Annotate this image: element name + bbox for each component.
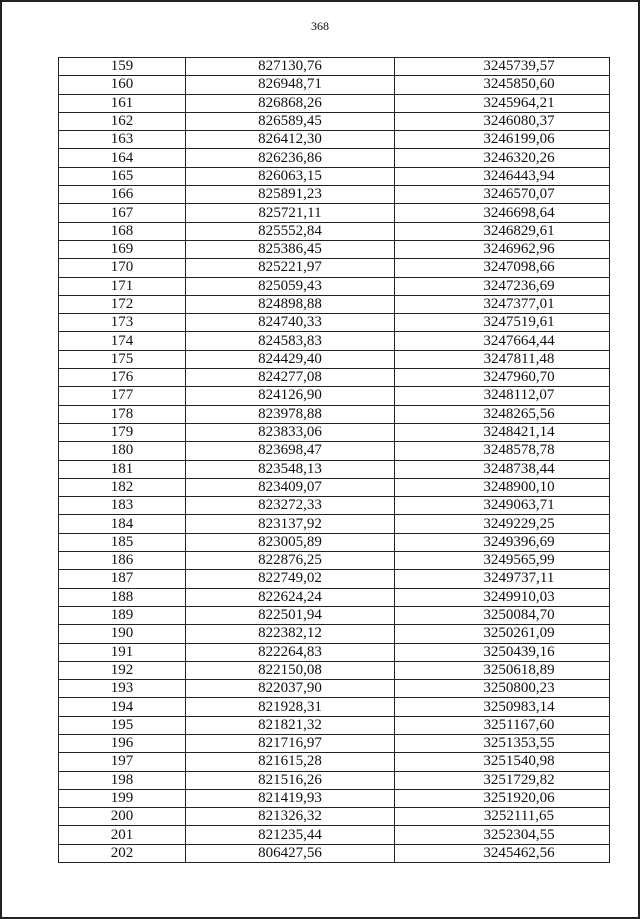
table-row (59, 698, 610, 716)
y-coordinate-cell (395, 112, 610, 130)
table-row (59, 295, 610, 313)
y-coordinate-value: 3247236,69 (483, 277, 555, 294)
point-number-cell: 188 (59, 588, 186, 606)
y-coordinate-value: 3245462,56 (483, 844, 555, 861)
y-coordinate-value: 3250800,23 (483, 680, 555, 697)
x-coordinate-cell: 824583,83 (186, 332, 395, 350)
y-coordinate-value: 3246080,37 (483, 113, 555, 130)
x-coordinate-cell: 823978,88 (186, 405, 395, 423)
y-coordinate-cell (395, 734, 610, 752)
table-row (59, 552, 610, 570)
y-coordinate-value: 3248421,14 (483, 424, 555, 441)
point-number-cell: 169 (59, 240, 186, 258)
y-coordinate-cell (395, 570, 610, 588)
y-coordinate-value: 3249396,69 (483, 533, 555, 550)
point-number-cell: 172 (59, 295, 186, 313)
table-row (59, 350, 610, 368)
y-coordinate-value: 3246962,96 (483, 241, 555, 258)
table-row (59, 442, 610, 460)
table-row (59, 186, 610, 204)
point-number-cell: 175 (59, 350, 186, 368)
x-coordinate-cell: 821419,93 (186, 789, 395, 807)
y-coordinate-value: 3247664,44 (483, 332, 555, 349)
y-coordinate-value: 3248265,56 (483, 405, 555, 422)
x-coordinate-cell: 826948,71 (186, 76, 395, 94)
x-coordinate-cell: 825891,23 (186, 186, 395, 204)
point-number-cell: 166 (59, 186, 186, 204)
y-coordinate-value: 3245964,21 (483, 94, 555, 111)
y-coordinate-cell (395, 405, 610, 423)
coordinates-table (58, 57, 610, 863)
table-row (59, 716, 610, 734)
y-coordinate-cell (395, 588, 610, 606)
y-coordinate-cell (395, 460, 610, 478)
y-coordinate-value: 3252111,65 (483, 808, 555, 825)
table-row (59, 753, 610, 771)
y-coordinate-cell (395, 826, 610, 844)
y-coordinate-cell (395, 753, 610, 771)
table-row (59, 826, 610, 844)
y-coordinate-value: 3250983,14 (483, 698, 555, 715)
y-coordinate-cell (395, 552, 610, 570)
x-coordinate-cell: 824429,40 (186, 350, 395, 368)
point-number-cell: 195 (59, 716, 186, 734)
point-number-cell: 202 (59, 844, 186, 862)
point-number-cell: 174 (59, 332, 186, 350)
y-coordinate-cell (395, 204, 610, 222)
y-coordinate-cell (395, 240, 610, 258)
x-coordinate-cell: 823137,92 (186, 515, 395, 533)
x-coordinate-cell: 827130,76 (186, 58, 395, 76)
table-row (59, 588, 610, 606)
point-number-cell: 163 (59, 131, 186, 149)
point-number-cell: 197 (59, 753, 186, 771)
table-row (59, 808, 610, 826)
y-coordinate-cell (395, 186, 610, 204)
y-coordinate-value: 3250261,09 (483, 625, 555, 642)
table-row (59, 423, 610, 441)
point-number-cell: 179 (59, 423, 186, 441)
point-number-cell: 173 (59, 314, 186, 332)
table-row (59, 259, 610, 277)
y-coordinate-value: 3248112,07 (483, 387, 555, 404)
y-coordinate-cell (395, 606, 610, 624)
x-coordinate-cell: 822624,24 (186, 588, 395, 606)
point-number-cell: 186 (59, 552, 186, 570)
y-coordinate-cell (395, 369, 610, 387)
table-row (59, 167, 610, 185)
table-row (59, 222, 610, 240)
y-coordinate-value: 3247960,70 (483, 369, 555, 386)
y-coordinate-value: 3249229,25 (483, 515, 555, 532)
y-coordinate-value: 3248578,78 (483, 442, 555, 459)
y-coordinate-value: 3246570,07 (483, 186, 555, 203)
table-row (59, 789, 610, 807)
y-coordinate-cell (395, 131, 610, 149)
point-number-cell: 176 (59, 369, 186, 387)
y-coordinate-cell (395, 515, 610, 533)
y-coordinate-value: 3246443,94 (483, 167, 555, 184)
y-coordinate-value: 3247098,66 (483, 259, 555, 276)
y-coordinate-cell (395, 350, 610, 368)
y-coordinate-cell (395, 625, 610, 643)
table-row (59, 606, 610, 624)
point-number-cell: 164 (59, 149, 186, 167)
point-number-cell: 165 (59, 167, 186, 185)
y-coordinate-value: 3245850,60 (483, 76, 555, 93)
y-coordinate-cell (395, 423, 610, 441)
point-number-cell: 187 (59, 570, 186, 588)
table-row (59, 277, 610, 295)
point-number-cell: 190 (59, 625, 186, 643)
table-row (59, 771, 610, 789)
x-coordinate-cell: 826236,86 (186, 149, 395, 167)
point-number-cell: 201 (59, 826, 186, 844)
table-row (59, 460, 610, 478)
table-row (59, 533, 610, 551)
x-coordinate-cell: 826868,26 (186, 94, 395, 112)
y-coordinate-value: 3245739,57 (483, 58, 555, 75)
table-row (59, 112, 610, 130)
table-row (59, 76, 610, 94)
y-coordinate-cell (395, 222, 610, 240)
x-coordinate-cell: 825386,45 (186, 240, 395, 258)
table-row (59, 844, 610, 862)
y-coordinate-value: 3247811,48 (483, 350, 555, 367)
point-number-cell: 177 (59, 387, 186, 405)
y-coordinate-cell (395, 771, 610, 789)
y-coordinate-value: 3251167,60 (483, 716, 555, 733)
y-coordinate-cell (395, 332, 610, 350)
y-coordinate-value: 3246698,64 (483, 204, 555, 221)
point-number-cell: 171 (59, 277, 186, 295)
table-row (59, 497, 610, 515)
x-coordinate-cell: 825221,97 (186, 259, 395, 277)
point-number-cell: 160 (59, 76, 186, 94)
x-coordinate-cell: 825552,84 (186, 222, 395, 240)
x-coordinate-cell: 822150,08 (186, 661, 395, 679)
point-number-cell: 180 (59, 442, 186, 460)
point-number-cell: 185 (59, 533, 186, 551)
table-row (59, 131, 610, 149)
x-coordinate-cell: 823833,06 (186, 423, 395, 441)
y-coordinate-value: 3250084,70 (483, 607, 555, 624)
x-coordinate-cell: 826412,30 (186, 131, 395, 149)
y-coordinate-cell (395, 277, 610, 295)
y-coordinate-cell (395, 58, 610, 76)
x-coordinate-cell: 823548,13 (186, 460, 395, 478)
y-coordinate-value: 3249910,03 (483, 588, 555, 605)
point-number-cell: 193 (59, 680, 186, 698)
table-row (59, 478, 610, 496)
y-coordinate-cell (395, 314, 610, 332)
y-coordinate-cell (395, 94, 610, 112)
y-coordinate-value: 3251729,82 (483, 771, 555, 788)
y-coordinate-value: 3247377,01 (483, 296, 555, 312)
x-coordinate-cell: 822382,12 (186, 625, 395, 643)
point-number-cell: 199 (59, 789, 186, 807)
page-number: 368 (311, 19, 329, 33)
point-number-cell: 191 (59, 643, 186, 661)
y-coordinate-value: 3247519,61 (483, 314, 555, 331)
y-coordinate-value: 3250618,89 (483, 661, 555, 678)
x-coordinate-cell: 823005,89 (186, 533, 395, 551)
table-row (59, 94, 610, 112)
point-number-cell: 170 (59, 259, 186, 277)
y-coordinate-value: 3248900,10 (483, 478, 555, 495)
y-coordinate-cell (395, 387, 610, 405)
y-coordinate-cell (395, 716, 610, 734)
y-coordinate-value: 3246199,06 (483, 131, 555, 148)
x-coordinate-cell: 824898,88 (186, 295, 395, 313)
x-coordinate-cell: 821716,97 (186, 734, 395, 752)
x-coordinate-cell: 822501,94 (186, 606, 395, 624)
point-number-cell: 162 (59, 112, 186, 130)
x-coordinate-cell: 825721,11 (186, 204, 395, 222)
y-coordinate-cell (395, 808, 610, 826)
x-coordinate-cell: 824740,33 (186, 314, 395, 332)
point-number-cell: 196 (59, 734, 186, 752)
table-row (59, 204, 610, 222)
y-coordinate-value: 3246320,26 (483, 149, 555, 166)
x-coordinate-cell: 822749,02 (186, 570, 395, 588)
table-row (59, 240, 610, 258)
y-coordinate-cell (395, 643, 610, 661)
point-number-cell: 200 (59, 808, 186, 826)
y-coordinate-value: 3252304,55 (483, 826, 555, 843)
point-number-cell: 184 (59, 515, 186, 533)
point-number-cell: 194 (59, 698, 186, 716)
point-number-cell: 167 (59, 204, 186, 222)
y-coordinate-cell (395, 295, 610, 313)
x-coordinate-cell: 821235,44 (186, 826, 395, 844)
x-coordinate-cell: 821326,32 (186, 808, 395, 826)
point-number-cell: 161 (59, 94, 186, 112)
y-coordinate-value: 3246829,61 (483, 222, 555, 239)
point-number-cell: 183 (59, 497, 186, 515)
point-number-cell: 198 (59, 771, 186, 789)
y-coordinate-value: 3251353,55 (483, 735, 555, 752)
y-coordinate-value: 3250439,16 (483, 643, 555, 660)
table-row (59, 369, 610, 387)
table-row (59, 734, 610, 752)
x-coordinate-cell: 824277,08 (186, 369, 395, 387)
x-coordinate-cell: 825059,43 (186, 277, 395, 295)
y-coordinate-cell (395, 167, 610, 185)
x-coordinate-cell: 806427,56 (186, 844, 395, 862)
point-number-cell: 182 (59, 478, 186, 496)
y-coordinate-cell (395, 259, 610, 277)
y-coordinate-cell (395, 844, 610, 862)
x-coordinate-cell: 826063,15 (186, 167, 395, 185)
point-number-cell: 168 (59, 222, 186, 240)
y-coordinate-cell (395, 789, 610, 807)
x-coordinate-cell: 821615,28 (186, 753, 395, 771)
table-row (59, 625, 610, 643)
y-coordinate-value: 3249737,11 (483, 570, 555, 587)
table-row (59, 405, 610, 423)
y-coordinate-value: 3251920,06 (483, 790, 555, 807)
table-row (59, 387, 610, 405)
x-coordinate-cell: 823409,07 (186, 478, 395, 496)
y-coordinate-cell (395, 497, 610, 515)
y-coordinate-cell (395, 533, 610, 551)
point-number-cell: 159 (59, 58, 186, 76)
x-coordinate-cell: 821821,32 (186, 716, 395, 734)
coordinates-table-body (59, 58, 610, 863)
y-coordinate-value: 3249565,99 (483, 552, 555, 569)
y-coordinate-cell (395, 149, 610, 167)
point-number-cell: 181 (59, 460, 186, 478)
x-coordinate-cell: 821928,31 (186, 698, 395, 716)
y-coordinate-cell (395, 76, 610, 94)
table-row (59, 661, 610, 679)
table-row (59, 58, 610, 76)
table-row (59, 515, 610, 533)
table-row (59, 332, 610, 350)
y-coordinate-cell (395, 661, 610, 679)
x-coordinate-cell: 821516,26 (186, 771, 395, 789)
table-row (59, 570, 610, 588)
point-number-cell: 178 (59, 405, 186, 423)
y-coordinate-value: 3249063,71 (483, 497, 555, 514)
x-coordinate-cell: 822037,90 (186, 680, 395, 698)
x-coordinate-cell: 823698,47 (186, 442, 395, 460)
table-row (59, 314, 610, 332)
point-number-cell: 192 (59, 661, 186, 679)
table-row (59, 643, 610, 661)
y-coordinate-cell (395, 698, 610, 716)
table-row (59, 149, 610, 167)
point-number-cell: 189 (59, 606, 186, 624)
x-coordinate-cell: 822264,83 (186, 643, 395, 661)
y-coordinate-cell (395, 478, 610, 496)
x-coordinate-cell: 822876,25 (186, 552, 395, 570)
y-coordinate-value: 3248738,44 (483, 460, 555, 477)
y-coordinate-cell (395, 442, 610, 460)
x-coordinate-cell: 823272,33 (186, 497, 395, 515)
y-coordinate-value: 3251540,98 (483, 753, 555, 770)
x-coordinate-cell: 824126,90 (186, 387, 395, 405)
x-coordinate-cell: 826589,45 (186, 112, 395, 130)
table-row (59, 680, 610, 698)
y-coordinate-cell (395, 680, 610, 698)
